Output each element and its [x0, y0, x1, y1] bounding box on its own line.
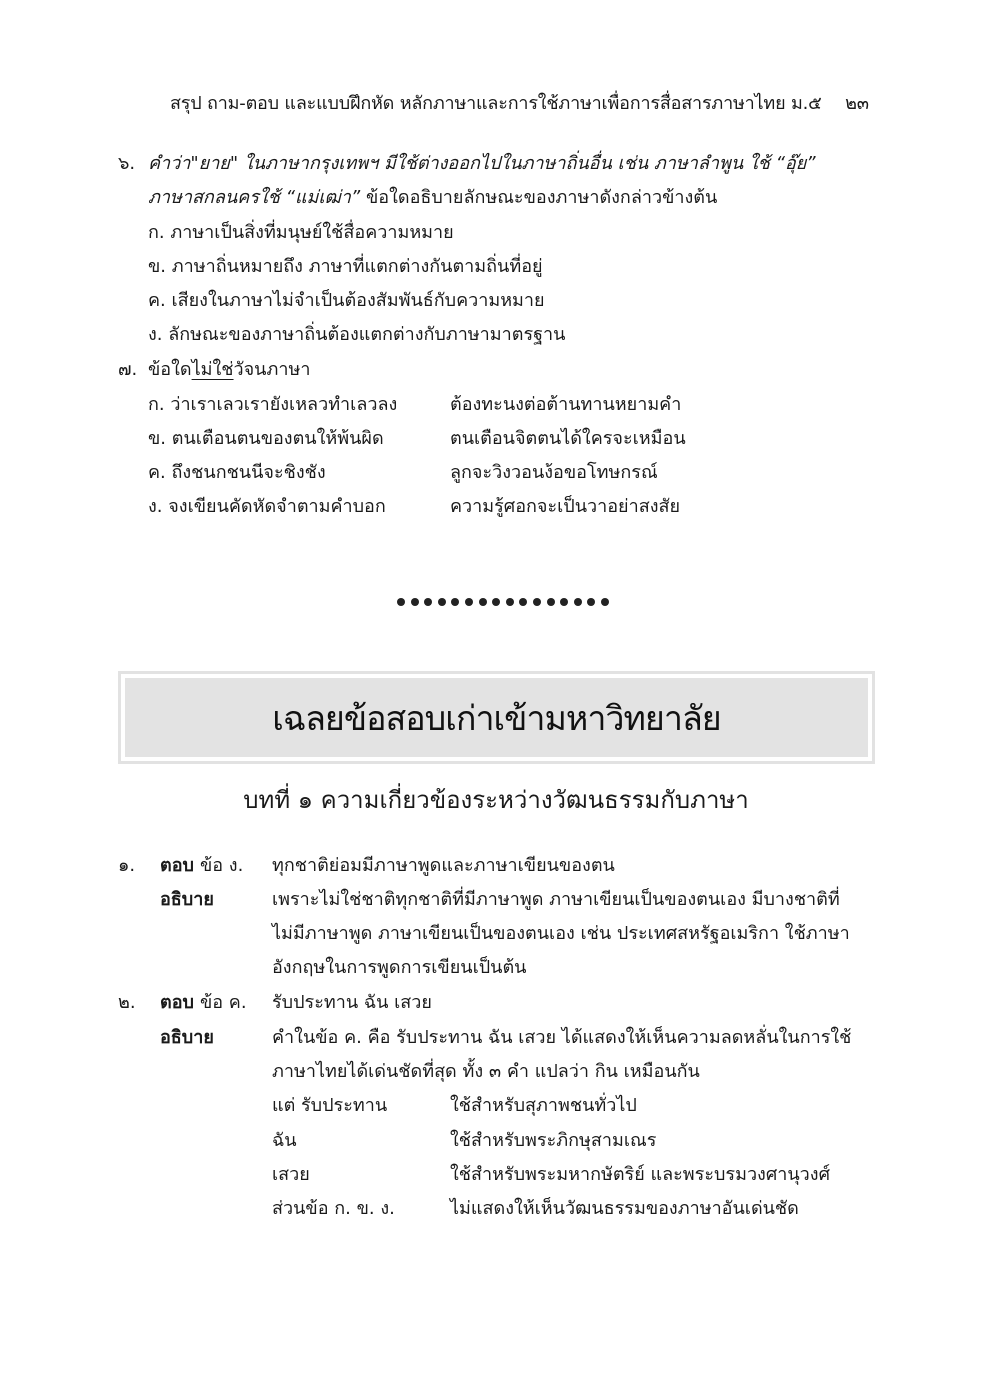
option-d-left: ง. จงเขียนคัดหัดจำตามคำบอก — [148, 496, 386, 517]
separator-dot — [492, 598, 500, 606]
separator-dot — [519, 598, 527, 606]
answer-text: รับประทาน ฉัน เสวย — [272, 992, 432, 1013]
stem-post: วัจนภาษา — [233, 359, 311, 380]
section-banner-fill — [125, 678, 868, 757]
section-banner-title: เฉลยข้อสอบเก่าเข้ามหาวิทยาลัย — [272, 699, 721, 738]
stem-underlined: ไม่ใช่ — [191, 359, 234, 380]
explain-line: ไม่มีภาษาพูด ภาษาเขียนเป็นของตนเอง เช่น ประเทศสหรัฐอเมริกา ใช้ภาษา — [272, 923, 850, 944]
option-c-right: ลูกจะวิงวอนง้อขอโทษกรณ์ — [450, 462, 658, 483]
separator-dot — [601, 598, 609, 606]
separator-dot — [411, 598, 419, 606]
question-stem-line2 — [148, 181, 717, 215]
question-stem — [148, 353, 310, 387]
usage-desc: ไม่แสดงให้เห็นวัฒนธรรมของภาษาอันเด่นชัด — [450, 1198, 799, 1219]
explain-line: อังกฤษในการพูดการเขียนเป็นต้น — [272, 957, 527, 978]
option-a: ก. ภาษาเป็นสิ่งที่มนุษย์ใช้สื่อความหมาย — [148, 222, 454, 243]
answer-label — [160, 849, 243, 883]
usage-desc: ใช้สำหรับสุภาพชนทั่วไป — [450, 1095, 637, 1116]
separator-dot — [397, 598, 405, 606]
separator-dot — [451, 598, 459, 606]
usage-word: ฉัน — [272, 1130, 297, 1151]
explain-label: อธิบาย — [160, 889, 214, 910]
usage-word: ส่วนข้อ ก. ข. ง. — [272, 1198, 395, 1219]
answer-option: ข้อ ง. — [199, 855, 244, 876]
running-header — [170, 88, 869, 117]
answer-option: ข้อ ค. — [199, 992, 247, 1013]
answer-label-text: ตอบ — [160, 855, 194, 876]
section-banner — [118, 671, 875, 764]
explain-line: คำในข้อ ค. คือ รับประทาน ฉัน เสวย ได้แสดงให้เห็นความลดหลั่นในการใช้ — [272, 1027, 852, 1048]
separator-dot — [424, 598, 432, 606]
option-b: ข. ภาษาถิ่นหมายถึง ภาษาที่แตกต่างกันตามถิ่นที่อยู่ — [148, 256, 543, 277]
separator-dot — [465, 598, 473, 606]
option-a-right: ต้องทะนงต่อต้านทานหยามคำ — [450, 394, 682, 415]
separator-dot — [560, 598, 568, 606]
question-number: ๖. — [118, 153, 136, 174]
separator-dot — [587, 598, 595, 606]
option-c-left: ค. ถึงชนกชนนีจะชิงชัง — [148, 462, 326, 483]
separator-dot — [506, 598, 514, 606]
option-c: ค. เสียงในภาษาไม่จำเป็นต้องสัมพันธ์กับความหมาย — [148, 290, 545, 311]
answer-label-text: ตอบ — [160, 992, 194, 1013]
running-header-title: สรุป ถาม-ตอบ และแบบฝึกหัด หลักภาษาและการใช้ภาษาเพื่อการสื่อสารภาษาไทย ม.๕ — [170, 93, 822, 114]
answer-text: ทุกชาติย่อมมีภาษาพูดและภาษาเขียนของตน — [272, 855, 615, 876]
option-d-right: ความรู้ศอกจะเป็นวาอย่าสงสัย — [450, 496, 681, 517]
usage-word: แต่ รับประทาน — [272, 1095, 388, 1116]
question-number: ๗. — [118, 359, 138, 380]
explain-line: ภาษาไทยได้เด่นชัดที่สุด ทั้ง ๓ คำ แปลว่า กิน เหมือนกัน — [272, 1061, 700, 1082]
separator-dot — [547, 598, 555, 606]
answer-number: ๑. — [118, 855, 136, 876]
dotted-separator — [397, 598, 609, 606]
answer-number: ๒. — [118, 992, 136, 1013]
separator-dot — [533, 598, 541, 606]
option-b-left: ข. ตนเตือนตนของตนให้พ้นผิด — [148, 428, 384, 449]
usage-word: เสวย — [272, 1164, 310, 1185]
explain-label: อธิบาย — [160, 1027, 214, 1048]
usage-desc: ใช้สำหรับพระมหากษัตริย์ และพระบรมวงศานุวงศ์ — [450, 1164, 831, 1185]
stem-pre: ข้อใด — [148, 359, 192, 380]
separator-dot — [574, 598, 582, 606]
chapter-title: บทที่ ๑ ความเกี่ยวข้องระหว่างวัฒนธรรมกับภาษา — [243, 786, 749, 814]
separator-dot — [438, 598, 446, 606]
question-stem-italic: ภาษาสกลนครใช้ “แม่เฒ่า” — [148, 187, 361, 208]
explain-line: เพราะไม่ใช่ชาติทุกชาติที่มีภาษาพูด ภาษาเขียนเป็นของตนเอง มีบางชาติที่ — [272, 889, 840, 910]
page-number: ๒๓ — [845, 93, 869, 114]
answer-label — [160, 986, 247, 1020]
option-a-left: ก. ว่าเราเลวเรายังเหลวทำเลวลง — [148, 394, 398, 415]
option-b-right: ตนเตือนจิตตนได้ใครจะเหมือน — [450, 428, 686, 449]
separator-dot — [479, 598, 487, 606]
question-stem: คำว่า"ยาย" ในภาษากรุงเทพฯ มีใช้ต่างออกไปในภาษาถิ่นอื่น เช่น ภาษาลำพูน ใช้ “อุ๊ย” — [148, 153, 816, 174]
usage-desc: ใช้สำหรับพระภิกษุสามเณร — [450, 1130, 657, 1151]
question-stem-prompt: ข้อใดอธิบายลักษณะของภาษาดังกล่าวข้างต้น — [360, 187, 718, 208]
option-d: ง. ลักษณะของภาษาถิ่นต้องแตกต่างกับภาษามาตรฐาน — [148, 324, 566, 345]
